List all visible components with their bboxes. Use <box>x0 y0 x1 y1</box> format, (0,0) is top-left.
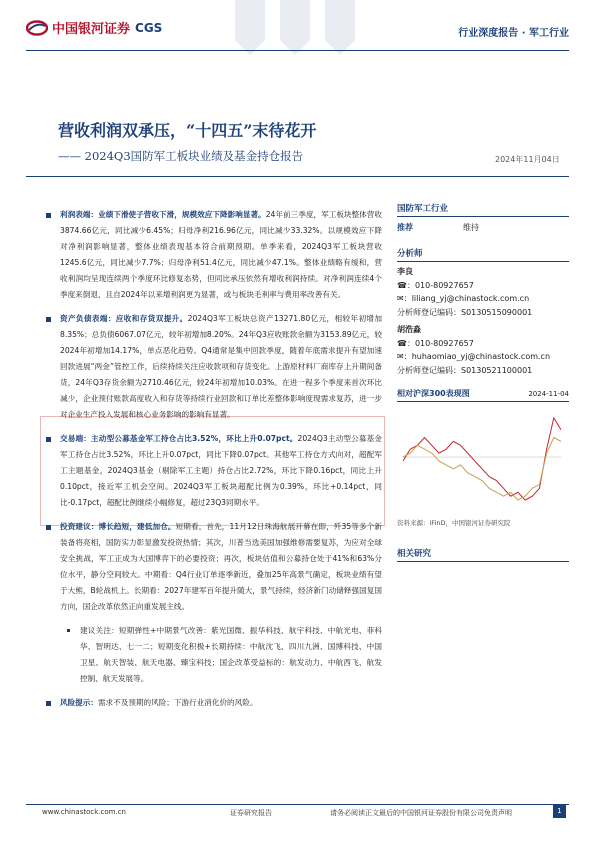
paragraph-trading <box>40 431 382 511</box>
square-bullet-icon <box>46 317 51 322</box>
analyst-email[interactable]: ✉：huhaomiao_yj@chinastock.com.cn <box>397 352 551 361</box>
logo-cn-text: 中国银河证券 <box>52 22 131 37</box>
report-category: 行业深度报告 · 军工行业 <box>458 28 569 39</box>
paragraph-balance <box>40 311 382 423</box>
sidebar <box>397 200 569 562</box>
square-bullet-icon <box>46 701 51 706</box>
footer-doc-type: 证券研究报告 <box>230 809 272 817</box>
footer-divider <box>26 804 569 805</box>
related-heading: 相关研究 <box>397 545 569 562</box>
analyst-1 <box>397 265 569 319</box>
paragraph-income <box>40 207 382 303</box>
paragraph-risk <box>40 695 382 711</box>
page-number: 1 <box>553 805 566 818</box>
analyst-cert: 分析师登记编码：S0130521100001 <box>397 365 533 375</box>
paragraph-lead: 利润表端：业绩下滑使子营收下滑，规模效应下降影响显著。 <box>60 210 266 219</box>
analyst-2 <box>397 323 569 377</box>
brand-logo <box>26 18 162 37</box>
footer-disclaimer: 请务必阅读正文最后的中国银河证券股份有限公司免责声明 <box>330 809 512 817</box>
analyst-name: 胡浩淼 <box>397 325 421 334</box>
main-body <box>40 207 382 719</box>
paragraph-advice <box>40 519 382 615</box>
title-divider <box>26 176 569 177</box>
paragraph-text: 需求不及预期的风险；下游行业消化价的风险。 <box>97 698 258 707</box>
analyst-tel: ☎：010-80927657 <box>397 280 474 290</box>
paragraph-text: 2024Q3主动型公募基金军工持仓占比3.52%，环比上升0.07pct，同比下降0.07pct。其他军工持仓方式向对，超配军工主题基金，2024Q3基金（剔除军工主题）持仓占比2.72%，环比下降0.16pct，同比上升0.10pct，接近军工机会空间。2024Q3军工板块超配比例为0.39%，环比+0.14pct，同比-0.17pct，超配比例继续小幅修复，超过23Q3同期水平。 <box>60 434 382 507</box>
rating-row <box>397 221 569 235</box>
report-date: 2024年11月04日 <box>495 155 560 164</box>
page-subtitle: —— 2024Q3国防军工板块业绩及基金持仓报告 <box>58 149 304 163</box>
paragraph-lead: 风险提示： <box>60 698 98 707</box>
chart-series-line-1 <box>403 418 561 500</box>
paragraph-text: 2024Q3军工板块总资产13271.80亿元，相较年初增加8.35%；总负债6067.07亿元，较年初增加8.20%。24年Q3应收账款余额为3153.89亿元，较2024年初增加14.17%，单点恶化趋势。Q4通常是集中回款季度，随着年底需求提升有望加速回款进展“两金”管控工作，后续持续关注应收款项和存货变化。上游原材料厂商库存上升期间备货，24年Q3存货余额为2710.46亿元，较24年初增加10.03%。在进一程多个季度来首次环比减少，企业预付账款高度收入和存货等持续行业回款和订单比差整体影响度现需求复苏，进一步对企业生产投入发展和核心业务影响的影响有显著。 <box>60 314 382 419</box>
chart-date: 2024-11-04 <box>528 390 569 398</box>
header-divider <box>26 50 569 51</box>
analyst-heading: 分析师 <box>397 245 569 262</box>
rating-label: 推荐 <box>397 223 413 232</box>
sub-point-text: 建议关注：短期弹性+中期景气改善：紫光国微、振华科技、航宇科技、中航光电、菲科华、智明达、七一二；短期变化积极+长期持续：中航沈飞、四川九洲、国博科技、中国卫星、航天智装、航天电器、臻宝科技；国企改革受益标的：航发动力、中航西飞、航发控制、航天发展等。 <box>80 626 382 683</box>
square-bullet-icon <box>46 213 51 218</box>
dot-bullet-icon <box>67 629 70 632</box>
analyst-tel: ☎：010-80927657 <box>397 338 474 348</box>
chart-source: 资料来源：iFinD，中国银河证券研究院 <box>397 519 511 527</box>
square-bullet-icon <box>46 525 51 530</box>
galaxy-logo-icon <box>26 20 48 36</box>
square-bullet-icon <box>46 437 51 442</box>
paragraph-text: 短期看，首先，11月12日珠海航展开幕在即，歼35等多个新装备将亮相，国防实力彰显激发投资热情；其次，川普当选美国加强维修需要复苏，为应对全球安全挑战，军工正成为大国博弈下的必要投资；再次，板块估值和公募持仓处于41%和63%分位水平，静分空间较大。中期看：Q4行业订单逐季新近，叠加25年高景气确定，板块业绩有望于大熊，B轮战机上。长期看：2027年建军百年提升随大，景气持续，经济新门动储释强国复国方向，国企改革依然正向重发展主线。 <box>60 522 382 611</box>
sub-point-recommend <box>40 623 382 687</box>
analyst-email[interactable]: ✉：liliang_yj@chinastock.com.cn <box>397 294 530 303</box>
chart-title: 相对沪深300表现图 <box>397 389 470 398</box>
footer-site-link[interactable]: www.chinastock.com.cn <box>42 808 126 816</box>
paragraph-lead: 投资建议：博长趋短，建低加仓。 <box>60 522 176 531</box>
analyst-cert: 分析师登记编码：S0130515090001 <box>397 307 533 317</box>
paragraph-lead: 交易端：主动型公募基金军工持仓占比3.52%，环比上升0.07pct。 <box>60 434 298 443</box>
industry-heading: 国防军工行业 <box>397 200 569 217</box>
paragraph-lead: 资产负债表端：应收和存货双提升。 <box>60 314 188 323</box>
chart-heading-row <box>397 387 569 402</box>
header-decoration <box>225 0 365 80</box>
analyst-name: 李良 <box>397 267 413 276</box>
paragraph-text: 24年前三季度，军工板块整体营收3874.66亿元，同比减少6.45%；归母净利216.96亿元，同比减少33.32%。以规模效应下降对净利润影响显著，整体业绩表现基本符合前期预期。单季来看，2024Q3军工板块营收1245.6亿元，同比减少7.7%；归母净利51.4亿元，同比减少47.1%。整体业绩略有缓和，营收利润均呈现连续两个季度环比修复态势，但同比承压依然有增收利润持续。对净利润连续4个季度来倒退，且自2024年以来增利润更为显著，或与板块毛利率与费用率改善有关。 <box>60 210 382 299</box>
performance-chart <box>397 406 567 514</box>
logo-en-text: CGS <box>135 20 163 35</box>
rating-value: 维持 <box>463 223 479 232</box>
page-title: 营收利润双承压，“十四五”末待花开 <box>58 121 317 140</box>
